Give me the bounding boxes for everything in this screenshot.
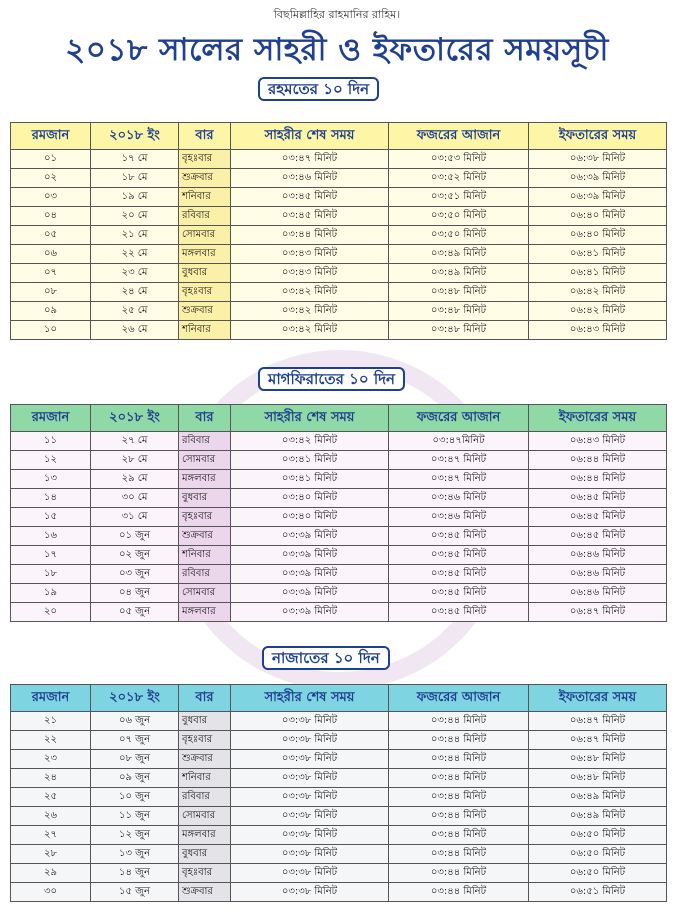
cell-sehri-end-time: ০৩:৩৮ মিনিট [231, 769, 389, 788]
cell-fajr-azan-time: ০৩:৪৭ মিনিট [389, 451, 529, 470]
table-row [11, 883, 667, 902]
cell-iftar-time: ০৬:৪৬ মিনিট [529, 565, 667, 584]
schedule-table-rahmat [10, 122, 667, 340]
cell-ramadan-day: ০৯ [11, 302, 91, 321]
cell-sehri-end-time: ০৩:৪৭ মিনিট [231, 150, 389, 169]
column-header-sehri-end-time: সাহরীর শেষ সময় [231, 685, 389, 712]
cell-sehri-end-time: ০৩:৩৮ মিনিট [231, 712, 389, 731]
cell-ramadan-day: ১৪ [11, 489, 91, 508]
cell-fajr-azan-time: ০৩:৪৫ মিনিট [389, 565, 529, 584]
cell-ramadan-day: ১৬ [11, 527, 91, 546]
cell-weekday: রবিবার [179, 207, 231, 226]
cell-weekday: শুক্রবার [179, 883, 231, 902]
cell-date: ০৯ জুন [91, 769, 179, 788]
table-row [11, 807, 667, 826]
cell-weekday: বৃহঃবার [179, 731, 231, 750]
cell-date: ০৫ জুন [91, 603, 179, 622]
cell-iftar-time: ০৬:৫০ মিনিট [529, 826, 667, 845]
cell-weekday: সোমবার [179, 584, 231, 603]
table-row [11, 432, 667, 451]
bismillah-text: বিছমিল্লাহির রাহমানির রাহিম। [273, 8, 401, 21]
cell-weekday: শুক্রবার [179, 750, 231, 769]
column-header-iftar-time: ইফতারের সময় [529, 685, 667, 712]
cell-sehri-end-time: ০৩:৪২ মিনিট [231, 283, 389, 302]
table-row [11, 226, 667, 245]
cell-iftar-time: ০৬:৪৪ মিনিট [529, 470, 667, 489]
cell-sehri-end-time: ০৩:৩৯ মিনিট [231, 546, 389, 565]
cell-ramadan-day: ১৩ [11, 470, 91, 489]
table-row [11, 603, 667, 622]
cell-sehri-end-time: ০৩:৩৮ মিনিট [231, 864, 389, 883]
cell-iftar-time: ০৬:৫০ মিনিট [529, 845, 667, 864]
cell-iftar-time: ০৬:৪১ মিনিট [529, 245, 667, 264]
cell-fajr-azan-time: ০৩:৪৫ মিনিট [389, 546, 529, 565]
cell-weekday: বুধবার [179, 264, 231, 283]
cell-date: ২৯ মে [91, 470, 179, 489]
cell-date: ০৩ জুন [91, 565, 179, 584]
cell-weekday: শুক্রবার [179, 169, 231, 188]
cell-ramadan-day: ০২ [11, 169, 91, 188]
column-header-fajr-azan-time: ফজরের আজান [389, 685, 529, 712]
cell-iftar-time: ০৬:৪১ মিনিট [529, 264, 667, 283]
cell-date: ২৭ মে [91, 432, 179, 451]
cell-weekday: মঙ্গলবার [179, 245, 231, 264]
cell-weekday: রবিবার [179, 788, 231, 807]
cell-weekday: সোমবার [179, 226, 231, 245]
cell-sehri-end-time: ০৩:৪০ মিনিট [231, 508, 389, 527]
table-row [11, 565, 667, 584]
cell-fajr-azan-time: ০৩:৪৭মিনিট [389, 432, 529, 451]
cell-fajr-azan-time: ০৩:৪৬ মিনিট [389, 489, 529, 508]
cell-iftar-time: ০৬:৪৮ মিনিট [529, 769, 667, 788]
table-row [11, 489, 667, 508]
section-label-magfirat: মাগফিরাতের ১০ দিন [258, 367, 405, 391]
column-header-ramadan-day: রমজান [11, 123, 91, 150]
cell-date: ০৪ জুন [91, 584, 179, 603]
cell-date: ১০ জুন [91, 788, 179, 807]
cell-ramadan-day: ১৭ [11, 546, 91, 565]
cell-ramadan-day: ২২ [11, 731, 91, 750]
cell-fajr-azan-time: ০৩:৫২ মিনিট [389, 169, 529, 188]
cell-iftar-time: ০৬:৪০ মিনিট [529, 226, 667, 245]
cell-weekday: সোমবার [179, 451, 231, 470]
cell-date: ০৮ জুন [91, 750, 179, 769]
cell-sehri-end-time: ০৩:৩৮ মিনিট [231, 826, 389, 845]
cell-fajr-azan-time: ০৩:৫১ মিনিট [389, 188, 529, 207]
table-row [11, 508, 667, 527]
cell-ramadan-day: ৩০ [11, 883, 91, 902]
column-header-weekday: বার [179, 405, 231, 432]
cell-iftar-time: ০৬:৫১ মিনিট [529, 883, 667, 902]
cell-iftar-time: ০৬:৩৯ মিনিট [529, 188, 667, 207]
table-row [11, 207, 667, 226]
cell-fajr-azan-time: ০৩:৪৪ মিনিট [389, 845, 529, 864]
cell-weekday: বৃহঃবার [179, 150, 231, 169]
cell-ramadan-day: ২৯ [11, 864, 91, 883]
cell-date: ১৩ জুন [91, 845, 179, 864]
cell-ramadan-day: ১৯ [11, 584, 91, 603]
table-row [11, 750, 667, 769]
cell-ramadan-day: ০১ [11, 150, 91, 169]
cell-fajr-azan-time: ০৩:৪৯ মিনিট [389, 245, 529, 264]
cell-sehri-end-time: ০৩:৩৮ মিনিট [231, 788, 389, 807]
table-row [11, 546, 667, 565]
cell-weekday: শনিবার [179, 321, 231, 340]
table-row [11, 584, 667, 603]
cell-fajr-azan-time: ০৩:৪৪ মিনিট [389, 883, 529, 902]
cell-ramadan-day: ২১ [11, 712, 91, 731]
cell-date: ২৬ মে [91, 321, 179, 340]
cell-iftar-time: ০৬:৪৭ মিনিট [529, 712, 667, 731]
cell-fajr-azan-time: ০৩:৪৮ মিনিট [389, 321, 529, 340]
cell-fajr-azan-time: ০৩:৪৪ মিনিট [389, 731, 529, 750]
cell-weekday: শুক্রবার [179, 527, 231, 546]
cell-ramadan-day: ০৮ [11, 283, 91, 302]
column-header-sehri-end-time: সাহরীর শেষ সময় [231, 123, 389, 150]
cell-fajr-azan-time: ০৩:৪৬ মিনিট [389, 508, 529, 527]
cell-iftar-time: ০৬:৩৯ মিনিট [529, 169, 667, 188]
cell-sehri-end-time: ০৩:৩৮ মিনিট [231, 731, 389, 750]
column-header-ramadan-day: রমজান [11, 405, 91, 432]
cell-iftar-time: ০৬:৪৭ মিনিট [529, 731, 667, 750]
cell-weekday: রবিবার [179, 432, 231, 451]
cell-ramadan-day: ১০ [11, 321, 91, 340]
cell-date: ২৪ মে [91, 283, 179, 302]
cell-date: ২৩ মে [91, 264, 179, 283]
table-row [11, 527, 667, 546]
cell-sehri-end-time: ০৩:৪৩ মিনিট [231, 264, 389, 283]
cell-fajr-azan-time: ০৩:৪৪ মিনিট [389, 769, 529, 788]
cell-sehri-end-time: ০৩:৪৬ মিনিট [231, 169, 389, 188]
column-header-weekday: বার [179, 123, 231, 150]
cell-fajr-azan-time: ০৩:৪৫ মিনিট [389, 527, 529, 546]
table-row [11, 245, 667, 264]
cell-sehri-end-time: ০৩:৪৫ মিনিট [231, 207, 389, 226]
table-row [11, 283, 667, 302]
table-row [11, 769, 667, 788]
cell-fajr-azan-time: ০৩:৪৪ মিনিট [389, 807, 529, 826]
table-row [11, 470, 667, 489]
cell-sehri-end-time: ০৩:৩৮ মিনিট [231, 845, 389, 864]
schedule-table-magfirat [10, 404, 667, 622]
cell-iftar-time: ০৬:৩৮ মিনিট [529, 150, 667, 169]
cell-sehri-end-time: ০৩:৩৮ মিনিট [231, 750, 389, 769]
cell-ramadan-day: ০৫ [11, 226, 91, 245]
column-header-ramadan-day: রমজান [11, 685, 91, 712]
cell-ramadan-day: ২০ [11, 603, 91, 622]
cell-sehri-end-time: ০৩:৪২ মিনিট [231, 302, 389, 321]
table-header-row [11, 685, 667, 712]
cell-date: ০১ জুন [91, 527, 179, 546]
cell-ramadan-day: ২৭ [11, 826, 91, 845]
cell-weekday: বৃহঃবার [179, 864, 231, 883]
cell-ramadan-day: ২৮ [11, 845, 91, 864]
cell-fajr-azan-time: ০৩:৪৫ মিনিট [389, 584, 529, 603]
cell-date: ২০ মে [91, 207, 179, 226]
cell-ramadan-day: ০৩ [11, 188, 91, 207]
table-row [11, 712, 667, 731]
cell-date: ১৪ জুন [91, 864, 179, 883]
cell-iftar-time: ০৬:৪৭ মিনিট [529, 603, 667, 622]
cell-iftar-time: ০৬:৪৬ মিনিট [529, 546, 667, 565]
table-row [11, 150, 667, 169]
cell-date: ৩০ মে [91, 489, 179, 508]
cell-iftar-time: ০৬:৪৫ মিনিট [529, 508, 667, 527]
cell-ramadan-day: ২৪ [11, 769, 91, 788]
cell-date: ২১ মে [91, 226, 179, 245]
cell-date: ২৫ মে [91, 302, 179, 321]
table-body [11, 712, 667, 902]
cell-iftar-time: ০৬:৪৫ মিনিট [529, 527, 667, 546]
cell-fajr-azan-time: ০৩:৪৪ মিনিট [389, 864, 529, 883]
table-row [11, 169, 667, 188]
cell-sehri-end-time: ০৩:৪৩ মিনিট [231, 245, 389, 264]
cell-sehri-end-time: ০৩:৩৯ মিনিট [231, 603, 389, 622]
cell-fajr-azan-time: ০৩:৪৪ মিনিট [389, 712, 529, 731]
cell-date: ০৭ জুন [91, 731, 179, 750]
cell-date: ২২ মে [91, 245, 179, 264]
cell-fajr-azan-time: ০৩:৪৪ মিনিট [389, 750, 529, 769]
schedule-table-najat [10, 684, 667, 902]
cell-sehri-end-time: ০৩:৪২ মিনিট [231, 321, 389, 340]
cell-sehri-end-time: ০৩:৪১ মিনিট [231, 470, 389, 489]
cell-ramadan-day: ১২ [11, 451, 91, 470]
cell-date: ১৯ মে [91, 188, 179, 207]
cell-fajr-azan-time: ০৩:৪৫ মিনিট [389, 603, 529, 622]
cell-fajr-azan-time: ০৩:৪৮ মিনিট [389, 283, 529, 302]
cell-date: ১১ জুন [91, 807, 179, 826]
cell-weekday: শনিবার [179, 769, 231, 788]
column-header-date: ২০১৮ ইং [91, 123, 179, 150]
cell-weekday: বুধবার [179, 489, 231, 508]
cell-fajr-azan-time: ০৩:৪৯ মিনিট [389, 264, 529, 283]
cell-sehri-end-time: ০৩:৩৯ মিনিট [231, 527, 389, 546]
cell-ramadan-day: ১৮ [11, 565, 91, 584]
table-row [11, 451, 667, 470]
cell-fajr-azan-time: ০৩:৪৪ মিনিট [389, 788, 529, 807]
cell-weekday: বুধবার [179, 712, 231, 731]
cell-sehri-end-time: ০৩:৪১ মিনিট [231, 451, 389, 470]
table-body [11, 432, 667, 622]
table-row [11, 864, 667, 883]
cell-date: ২৮ মে [91, 451, 179, 470]
column-header-fajr-azan-time: ফজরের আজান [389, 405, 529, 432]
cell-iftar-time: ০৬:৪৩ মিনিট [529, 321, 667, 340]
cell-fajr-azan-time: ০৩:৪৮ মিনিট [389, 302, 529, 321]
cell-iftar-time: ০৬:৪৯ মিনিট [529, 807, 667, 826]
cell-ramadan-day: ২৬ [11, 807, 91, 826]
cell-iftar-time: ০৬:৪৮ মিনিট [529, 750, 667, 769]
section-label-najat: নাজাতের ১০ দিন [262, 646, 390, 670]
cell-date: ১৭ মে [91, 150, 179, 169]
cell-date: ০৬ জুন [91, 712, 179, 731]
cell-sehri-end-time: ০৩:৩৯ মিনিট [231, 584, 389, 603]
table-header-row [11, 123, 667, 150]
cell-weekday: শনিবার [179, 546, 231, 565]
cell-ramadan-day: ০৬ [11, 245, 91, 264]
cell-sehri-end-time: ০৩:৪২ মিনিট [231, 432, 389, 451]
cell-date: ১২ জুন [91, 826, 179, 845]
cell-iftar-time: ০৬:৪৩ মিনিট [529, 432, 667, 451]
table-row [11, 264, 667, 283]
table-body [11, 150, 667, 340]
cell-iftar-time: ০৬:৪২ মিনিট [529, 283, 667, 302]
cell-date: ০২ জুন [91, 546, 179, 565]
table-row [11, 731, 667, 750]
cell-sehri-end-time: ০৩:৩৮ মিনিট [231, 807, 389, 826]
cell-date: ১৫ জুন [91, 883, 179, 902]
cell-ramadan-day: ১৫ [11, 508, 91, 527]
cell-fajr-azan-time: ০৩:৫০ মিনিট [389, 226, 529, 245]
cell-iftar-time: ০৬:৪২ মিনিট [529, 302, 667, 321]
cell-fajr-azan-time: ০৩:৫৩ মিনিট [389, 150, 529, 169]
page-title: ২০১৮ সালের সাহরী ও ইফতারের সময়সূচী [65, 32, 609, 68]
column-header-fajr-azan-time: ফজরের আজান [389, 123, 529, 150]
table-row [11, 788, 667, 807]
cell-iftar-time: ০৬:৪৯ মিনিট [529, 788, 667, 807]
column-header-date: ২০১৮ ইং [91, 685, 179, 712]
column-header-sehri-end-time: সাহরীর শেষ সময় [231, 405, 389, 432]
cell-ramadan-day: ০৪ [11, 207, 91, 226]
cell-iftar-time: ০৬:৪০ মিনিট [529, 207, 667, 226]
cell-weekday: মঙ্গলবার [179, 470, 231, 489]
table-row [11, 845, 667, 864]
table-row [11, 188, 667, 207]
cell-sehri-end-time: ০৩:৩৮ মিনিট [231, 883, 389, 902]
cell-iftar-time: ০৬:৫০ মিনিট [529, 864, 667, 883]
cell-ramadan-day: ২৩ [11, 750, 91, 769]
cell-fajr-azan-time: ০৩:৪৭ মিনিট [389, 470, 529, 489]
cell-sehri-end-time: ০৩:৪০ মিনিট [231, 489, 389, 508]
column-header-date: ২০১৮ ইং [91, 405, 179, 432]
table-header-row [11, 405, 667, 432]
cell-sehri-end-time: ০৩:৩৯ মিনিট [231, 565, 389, 584]
column-header-iftar-time: ইফতারের সময় [529, 405, 667, 432]
cell-weekday: বৃহঃবার [179, 508, 231, 527]
cell-ramadan-day: ১১ [11, 432, 91, 451]
cell-weekday: সোমবার [179, 807, 231, 826]
table-row [11, 826, 667, 845]
cell-weekday: মঙ্গলবার [179, 826, 231, 845]
cell-iftar-time: ০৬:৪৬ মিনিট [529, 584, 667, 603]
cell-weekday: শনিবার [179, 188, 231, 207]
cell-weekday: শুক্রবার [179, 302, 231, 321]
cell-sehri-end-time: ০৩:৪৪ মিনিট [231, 226, 389, 245]
table-row [11, 321, 667, 340]
cell-date: ১৮ মে [91, 169, 179, 188]
cell-weekday: মঙ্গলবার [179, 603, 231, 622]
cell-iftar-time: ০৬:৪৫ মিনিট [529, 489, 667, 508]
cell-ramadan-day: ০৭ [11, 264, 91, 283]
cell-date: ৩১ মে [91, 508, 179, 527]
cell-weekday: বৃহঃবার [179, 283, 231, 302]
cell-fajr-azan-time: ০৩:৫০ মিনিট [389, 207, 529, 226]
cell-weekday: বুধবার [179, 845, 231, 864]
cell-ramadan-day: ২৫ [11, 788, 91, 807]
cell-iftar-time: ০৬:৪৪ মিনিট [529, 451, 667, 470]
cell-sehri-end-time: ০৩:৪৫ মিনিট [231, 188, 389, 207]
cell-weekday: রবিবার [179, 565, 231, 584]
table-row [11, 302, 667, 321]
section-label-rahmat: রহমতের ১০ দিন [258, 77, 379, 101]
column-header-iftar-time: ইফতারের সময় [529, 123, 667, 150]
cell-fajr-azan-time: ০৩:৪৪ মিনিট [389, 826, 529, 845]
column-header-weekday: বার [179, 685, 231, 712]
